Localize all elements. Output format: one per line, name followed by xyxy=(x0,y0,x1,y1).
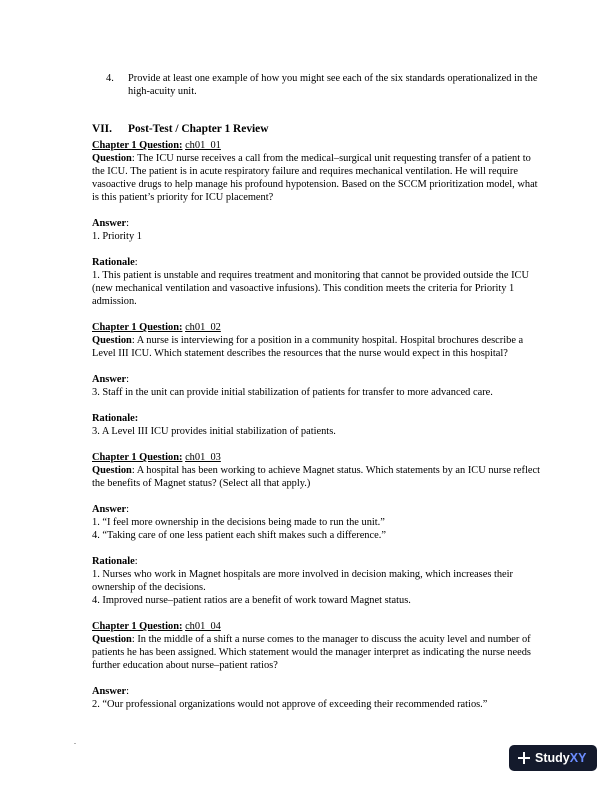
answer-label: Answer xyxy=(92,504,127,515)
rationale-label: Rationale: xyxy=(92,413,139,424)
badge-text-prefix: Study xyxy=(535,750,570,765)
rationale-punct: : xyxy=(134,556,138,567)
question-text xyxy=(92,334,542,360)
section-number: VII. xyxy=(92,123,112,135)
answer-punct: : xyxy=(126,374,129,385)
question-text xyxy=(92,464,542,490)
rationale-label: Rationale xyxy=(92,556,135,567)
answer-label: Answer xyxy=(92,374,127,385)
answer-heading xyxy=(92,373,542,386)
question-header xyxy=(92,620,542,633)
question-header-label: Chapter 1 Question: xyxy=(92,140,183,151)
question-label: Question xyxy=(92,634,132,645)
rationale-heading xyxy=(92,256,542,269)
rationale-line: 1. Nurses who work in Magnet hospitals are more involved in decision making, which increases their ownership of the decisions. xyxy=(92,569,514,593)
rationale-heading xyxy=(92,555,542,568)
rationale-label: Rationale xyxy=(92,257,135,268)
question-header xyxy=(92,139,542,152)
rationale-line: 4. Improved nurse–patient ratios are a benefit of work toward Magnet status. xyxy=(92,595,411,606)
badge-text-suffix: XY xyxy=(569,750,587,765)
list-item-number: 4. xyxy=(106,73,114,84)
answer-punct: : xyxy=(126,504,129,515)
rationale-punct: : xyxy=(134,257,138,268)
answer-heading xyxy=(92,685,542,698)
rationale-line: 1. This patient is unstable and requires treatment and monitoring that cannot be provided outside the ICU (new mechanical ventilation and vasoactive infusions). This condition meets the criteria for Priority 1 admission. xyxy=(92,270,529,307)
question-body: : A nurse is interviewing for a position in a community hospital. Hospital brochures describe a Level III ICU. Which statement describes the resources that the nurse would expect in this hospital? xyxy=(92,335,524,359)
question-list xyxy=(92,139,542,711)
answer-line: 4. “Taking care of one less patient each shift makes such a difference.” xyxy=(92,530,386,541)
question-header xyxy=(92,321,542,334)
question-text xyxy=(92,633,542,672)
answer-heading xyxy=(92,503,542,516)
answer-punct: : xyxy=(126,686,129,697)
answer-label: Answer xyxy=(92,686,127,697)
list-item-text: Provide at least one example of how you might see each of the six standards operationalized in the high-acuity unit. xyxy=(128,73,538,97)
answer-line: 2. “Our professional organizations would not approve of exceeding their recommended ratios.” xyxy=(92,699,488,710)
rationale-heading xyxy=(92,412,542,425)
studyxy-badge[interactable] xyxy=(509,745,597,771)
answer-punct: : xyxy=(126,218,129,229)
question-label: Question xyxy=(92,335,132,346)
section-heading xyxy=(92,123,268,136)
question-header-label: Chapter 1 Question: xyxy=(92,322,183,333)
question-block xyxy=(92,139,542,308)
question-code: ch01_02 xyxy=(185,322,221,333)
answer-line: 3. Staff in the unit can provide initial stabilization of patients for transfer to more advanced care. xyxy=(92,387,493,398)
page-dot: . xyxy=(74,737,76,746)
question-code: ch01_04 xyxy=(185,621,221,632)
plus-icon xyxy=(518,752,530,764)
question-label: Question xyxy=(92,465,132,476)
question-body: : A hospital has been working to achieve Magnet status. Which statements by an ICU nurse reflect the benefits of Magnet status? (Select all that apply.) xyxy=(92,465,540,489)
question-header-label: Chapter 1 Question: xyxy=(92,621,183,632)
question-label: Question xyxy=(92,153,132,164)
question-body: : In the middle of a shift a nurse comes to the manager to discuss the acuity level and number of patients he has been assigned. Which statement would the manager interpret as indicating the nurse needs further education about nurse–patient ratios? xyxy=(92,634,531,671)
question-header-label: Chapter 1 Question: xyxy=(92,452,183,463)
question-text xyxy=(92,152,542,204)
answer-line: 1. “I feel more ownership in the decisions being made to run the unit.” xyxy=(92,517,385,528)
question-header xyxy=(92,451,542,464)
question-code: ch01_01 xyxy=(185,140,221,151)
rationale-line: 3. A Level III ICU provides initial stabilization of patients. xyxy=(92,426,336,437)
answer-label: Answer xyxy=(92,218,127,229)
question-body: : The ICU nurse receives a call from the medical–surgical unit requesting transfer of a patient to the ICU. The patient is in acute respiratory failure and requires mechanical ventilation. He will require vasoactive drugs to help manage his profound hypotension. Based on the SCCM prioritization model, what is this patient’s priority for ICU placement? xyxy=(92,153,538,203)
question-block xyxy=(92,451,542,607)
question-block xyxy=(92,620,542,711)
answer-line: 1. Priority 1 xyxy=(92,231,142,242)
question-block xyxy=(92,321,542,438)
answer-heading xyxy=(92,217,542,230)
question-code: ch01_03 xyxy=(185,452,221,463)
section-title: Post-Test / Chapter 1 Review xyxy=(128,123,269,135)
